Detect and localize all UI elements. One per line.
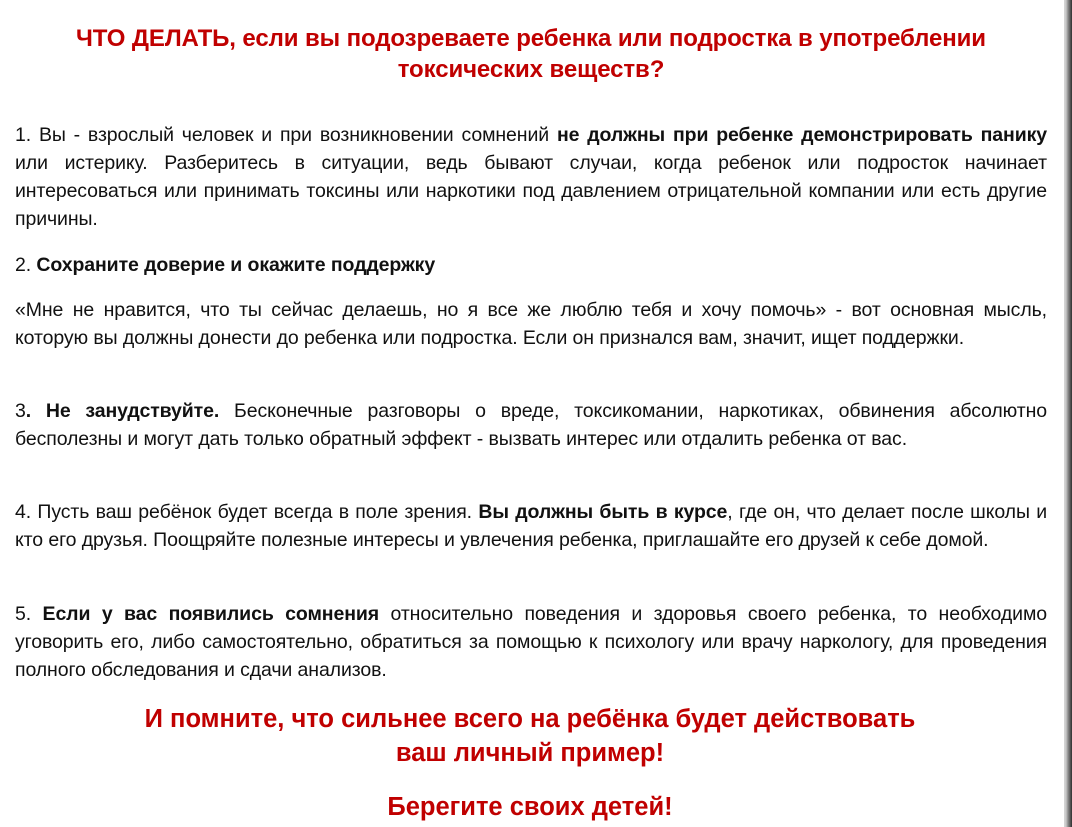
paragraph-2-number: 2.	[15, 254, 37, 276]
paragraph-5-number: 5.	[15, 603, 43, 625]
paragraph-2	[15, 251, 1047, 279]
paragraph-1-text-start: 1. Вы - взрослый человек и при возникновении сомнений	[15, 124, 557, 146]
page-title: ЧТО ДЕЛАТЬ, если вы подозреваете ребенка или подростка в употреблении токсических веществ?	[76, 25, 986, 83]
paragraph-4	[15, 498, 1047, 554]
paragraph-5-emphasis: Если у вас появились сомнения	[42, 603, 380, 625]
paragraph-3-text: Бесконечные разговоры о вреде, токсикомании, наркотиках, обвинения абсолютно бесполезны и могут дать только обратный эффект - вызвать интерес или отдалить ребенка от вас.	[15, 400, 1047, 450]
closing-line-3: Берегите своих детей!	[387, 793, 673, 821]
paragraph-4-text-end: , где он, что делает после школы и кто его друзья. Поощряйте полезные интересы и увлечения ребенка, приглашайте его друзей к себе домой.	[15, 501, 1047, 551]
paragraph-1	[15, 121, 1047, 233]
paragraph-2-emphasis: Сохраните доверие и окажите поддержку	[36, 254, 436, 276]
paragraph-1-text-end: или истерику. Разберитесь в ситуации, ведь бывают случаи, когда ребенок или подросток начинает интересоваться или принимать токсины или наркотики под давлением отрицательной компании или есть другие причины.	[15, 152, 1047, 230]
closing-line-1: И помните, что сильнее всего на ребёнка будет действовать	[144, 705, 916, 733]
paragraph-quote	[15, 296, 1047, 352]
paragraph-4-emphasis: Вы должны быть в курсе	[478, 501, 728, 523]
paragraph-5	[15, 600, 1047, 684]
paragraph-3-emphasis: . Не занудствуйте.	[25, 400, 220, 422]
page-edge-shadow	[1064, 0, 1072, 827]
paragraph-3	[15, 397, 1047, 453]
paragraph-4-text-start: 4. Пусть ваш ребёнок будет всегда в поле зрения.	[15, 501, 479, 523]
paragraph-1-emphasis: не должны при ребенке демонстрировать панику	[556, 124, 1047, 146]
paragraph-3-number: 3	[15, 400, 26, 422]
paragraph-quote-text: «Мне не нравится, что ты сейчас делаешь, но я все же люблю тебя и хочу помочь» - вот основная мысль, которую вы должны донести до ребенка или подростка. Если он признался вам, значит, ищет поддержки.	[15, 299, 1047, 349]
paragraph-5-text: относительно поведения и здоровья своего ребенка, то необходимо уговорить его, либо самостоятельно, обратиться за помощью к психологу или врачу наркологу, для проведения полного обследования и сдачи анализов.	[15, 603, 1047, 681]
closing-line-2: ваш личный пример!	[395, 739, 665, 767]
